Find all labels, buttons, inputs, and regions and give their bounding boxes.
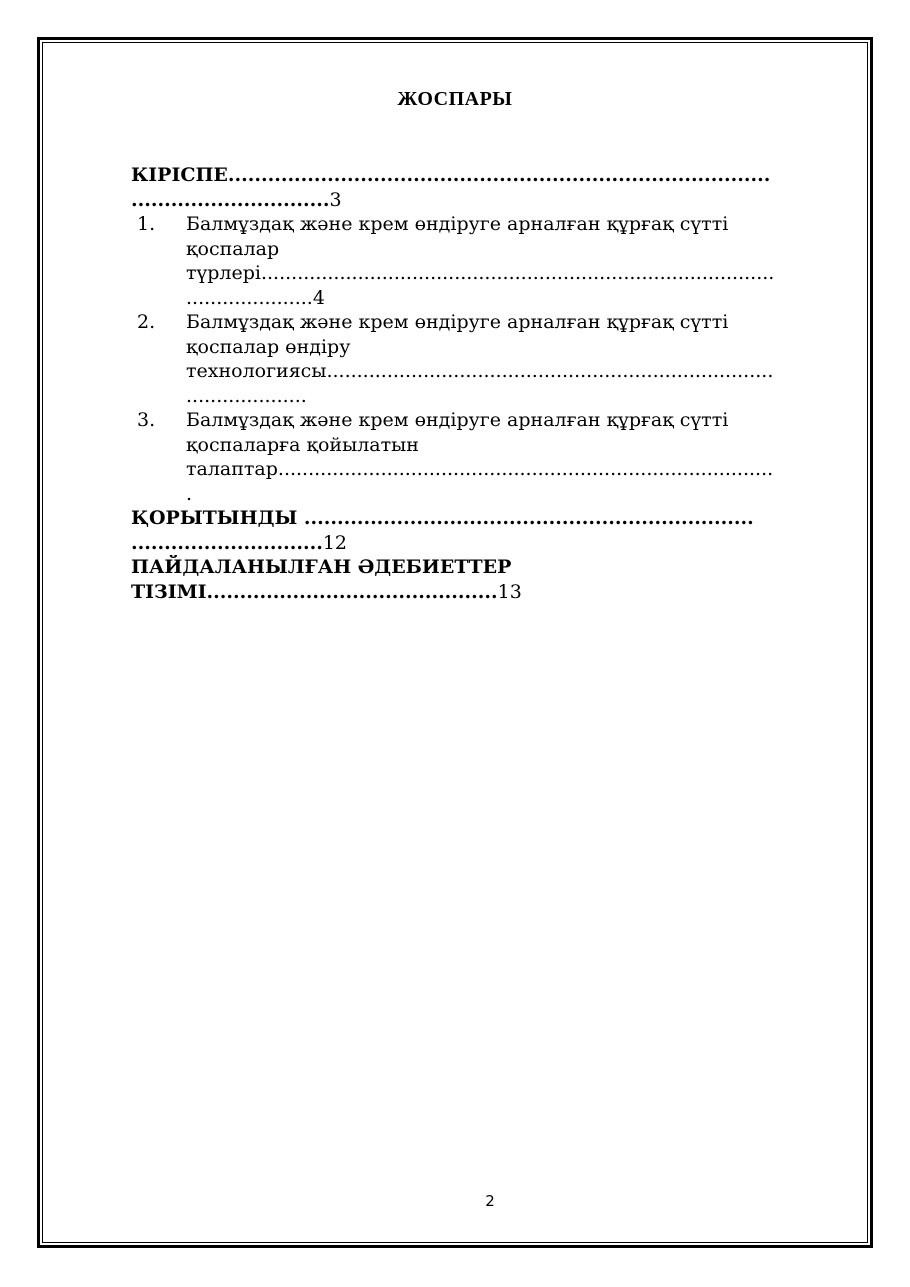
toc-item-text: Балмұздақ және крем өндіруге арналған құрғақ сүтті	[186, 311, 729, 333]
toc-references-page: 13	[497, 580, 522, 603]
toc-intro-label: КІРІСПЕ	[131, 164, 228, 186]
toc-intro-page: 3	[329, 188, 342, 211]
toc-item-leader: түрлері.....................................................................................	[186, 262, 775, 284]
toc-conclusion-leader: ....................................................................	[303, 507, 754, 529]
toc-item-marker: 3.	[137, 409, 156, 431]
toc-references	[131, 555, 843, 604]
toc-item-leader-cont: .....................	[186, 286, 313, 309]
toc-item-leader-cont: ....................	[186, 384, 307, 407]
page-title: ЖОСПАРЫ	[397, 88, 513, 110]
toc-item-marker: 1.	[137, 213, 156, 235]
toc-conclusion-leader-cont: .............................	[131, 531, 323, 554]
toc-item-leader-cont: .	[186, 482, 193, 505]
toc-conclusion	[131, 506, 843, 555]
toc-item-2	[131, 310, 843, 408]
toc-item-page: 4	[312, 286, 325, 309]
toc-item-3	[131, 408, 843, 506]
toc-intro-leader: ..................................................................................	[227, 164, 771, 186]
table-of-contents	[131, 163, 843, 604]
toc-references-heading: ПАЙДАЛАНЫЛҒАН ӘДЕБИЕТТЕР	[131, 556, 512, 578]
toc-references-leader: ............................................	[206, 580, 498, 603]
toc-references-label: ТІЗІМІ	[131, 580, 207, 603]
toc-item-text: қоспаларға қойылатын	[186, 433, 419, 456]
toc-item-text: Балмұздақ және крем өндіруге арналған құрғақ сүтті	[186, 409, 729, 431]
toc-item-text: Балмұздақ және крем өндіруге арналған құрғақ сүтті	[186, 213, 729, 235]
toc-conclusion-label: ҚОРЫТЫНДЫ	[131, 507, 304, 529]
page-number: 2	[485, 1192, 495, 1210]
toc-item-marker: 2.	[137, 311, 156, 333]
toc-intro	[131, 163, 843, 212]
toc-item-text: қоспалар өндіру	[186, 335, 351, 358]
toc-item-leader: технологиясы..........................................................................	[186, 360, 774, 382]
toc-intro-leader-cont: ..............................	[131, 188, 330, 211]
toc-item-text: қоспалар	[186, 237, 280, 260]
toc-item-1	[131, 212, 843, 310]
toc-conclusion-page: 12	[322, 531, 348, 554]
toc-item-leader: талаптар..................................................................................	[186, 458, 774, 480]
